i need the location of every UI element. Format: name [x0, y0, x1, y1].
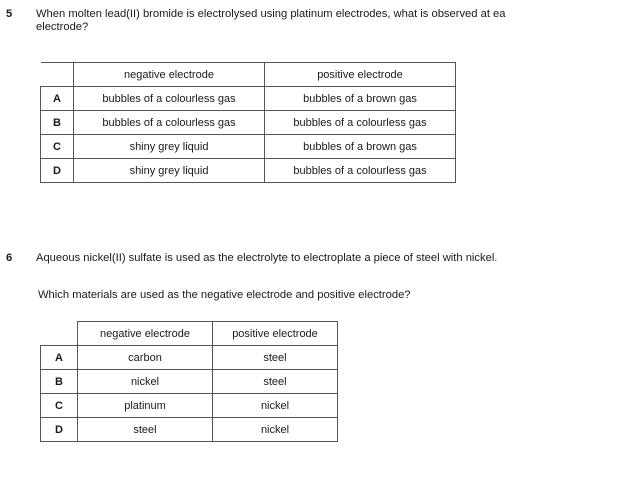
option-key: A	[41, 87, 74, 111]
option-negative: platinum	[78, 394, 213, 418]
question-5-text: When molten lead(II) bromide is electrolysed using platinum electrodes, what is observed at ea	[36, 8, 506, 20]
option-positive: steel	[213, 346, 338, 370]
table-row[interactable]	[41, 135, 456, 159]
option-negative: shiny grey liquid	[74, 135, 265, 159]
question-5-number: 5	[6, 8, 13, 20]
option-key: B	[41, 370, 78, 394]
question-6-text: Aqueous nickel(II) sulfate is used as the electrolyte to electroplate a piece of steel with nickel.	[36, 252, 498, 264]
option-key: C	[41, 394, 78, 418]
option-positive: bubbles of a brown gas	[265, 135, 456, 159]
question-5-options-table	[40, 62, 456, 183]
option-key: A	[41, 346, 78, 370]
header-positive-electrode: positive electrode	[213, 322, 338, 346]
table-header-row	[41, 63, 456, 87]
table-row[interactable]	[41, 346, 338, 370]
option-key: B	[41, 111, 74, 135]
table-header-row	[41, 322, 338, 346]
option-key: C	[41, 135, 74, 159]
option-negative: steel	[78, 418, 213, 442]
table-row[interactable]	[41, 87, 456, 111]
header-negative-electrode: negative electrode	[78, 322, 213, 346]
header-blank-cell	[41, 322, 78, 346]
option-key: D	[41, 159, 74, 183]
option-positive: bubbles of a brown gas	[265, 87, 456, 111]
option-positive: steel	[213, 370, 338, 394]
option-negative: nickel	[78, 370, 213, 394]
table-row[interactable]	[41, 159, 456, 183]
table-row[interactable]	[41, 370, 338, 394]
option-positive: nickel	[213, 418, 338, 442]
option-negative: bubbles of a colourless gas	[74, 87, 265, 111]
option-positive: bubbles of a colourless gas	[265, 159, 456, 183]
header-positive-electrode: positive electrode	[265, 63, 456, 87]
header-negative-electrode: negative electrode	[74, 63, 265, 87]
option-negative: shiny grey liquid	[74, 159, 265, 183]
option-negative: bubbles of a colourless gas	[74, 111, 265, 135]
table-row[interactable]	[41, 418, 338, 442]
table-row[interactable]	[41, 394, 338, 418]
question-6-options-table	[40, 321, 338, 442]
option-positive: nickel	[213, 394, 338, 418]
option-negative: carbon	[78, 346, 213, 370]
question-6-subquestion: Which materials are used as the negative electrode and positive electrode?	[38, 289, 411, 301]
table-row[interactable]	[41, 111, 456, 135]
header-blank-cell	[41, 63, 74, 87]
question-6-number: 6	[6, 252, 13, 264]
question-5-text-continued: electrode?	[36, 21, 89, 33]
option-key: D	[41, 418, 78, 442]
option-positive: bubbles of a colourless gas	[265, 111, 456, 135]
